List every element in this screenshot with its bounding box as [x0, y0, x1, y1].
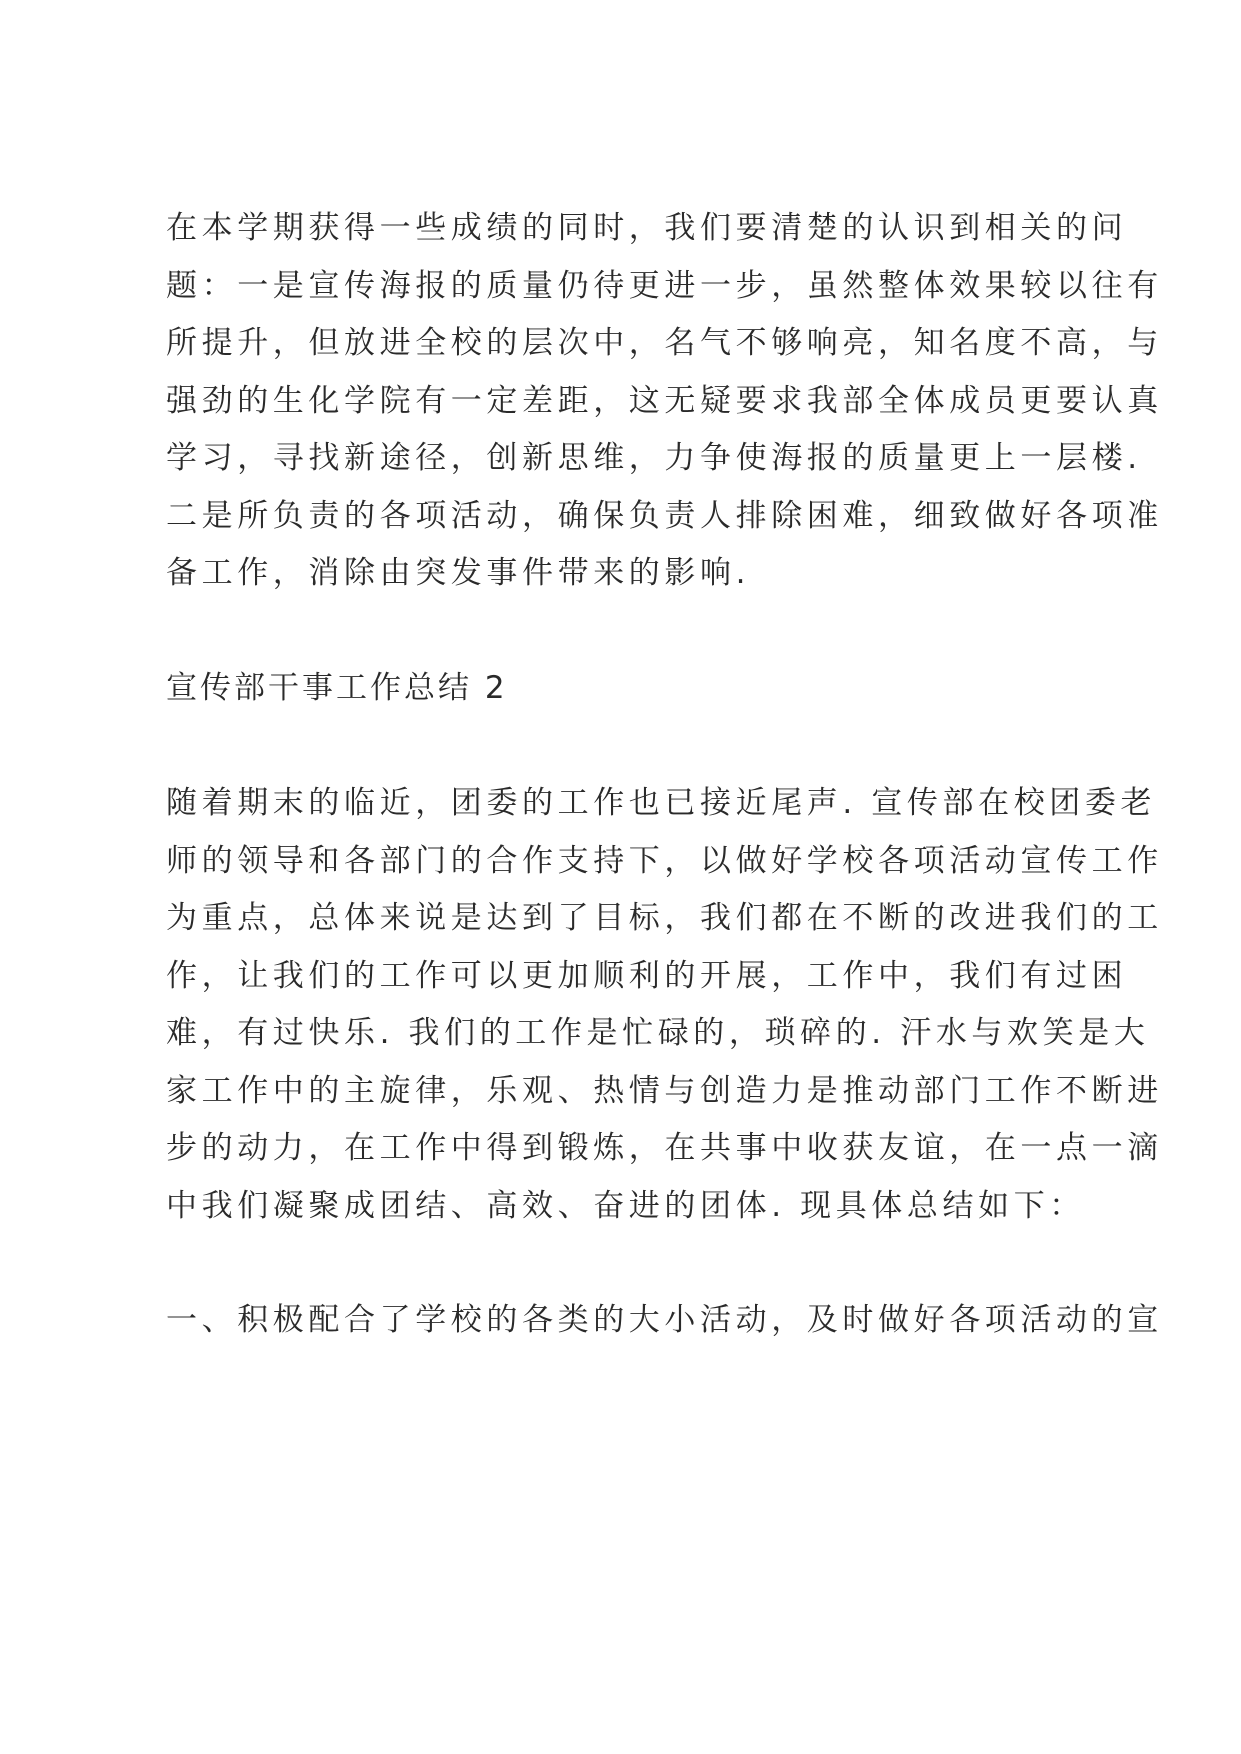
text-line: 所提升，但放进全校的层次中，名气不够响亮，知名度不高，与 — [166, 325, 1163, 361]
text-line: 师的领导和各部门的合作支持下，以做好学校各项活动宣传工作 — [166, 843, 1163, 879]
text-line: 难，有过快乐. 我们的工作是忙碌的，琐碎的. 汗水与欢笑是大 — [166, 1015, 1150, 1051]
text-line: 在本学期获得一些成绩的同时，我们要清楚的认识到相关的问 — [166, 210, 1128, 246]
text-line: 强劲的生化学院有一定差距，这无疑要求我部全体成员更要认真 — [166, 383, 1163, 419]
text-line: 为重点，总体来说是达到了目标，我们都在不断的改进我们的工 — [166, 900, 1163, 936]
section-heading: 宣传部干事工作总结 2 — [166, 670, 508, 706]
text-line: 中我们凝聚成团结、高效、奋进的团体. 现具体总结如下： — [166, 1188, 1085, 1224]
text-line: 备工作，消除由突发事件带来的影响. — [166, 555, 751, 591]
text-line: 随着期末的临近，团委的工作也已接近尾声. 宣传部在校团委老 — [166, 785, 1157, 821]
text-line: 二是所负责的各项活动，确保负责人排除困难，细致做好各项准 — [166, 498, 1163, 534]
text-line: 题：一是宣传海报的质量仍待更进一步，虽然整体效果较以往有 — [166, 268, 1163, 304]
text-line: 步的动力，在工作中得到锻炼，在共事中收获友谊，在一点一滴 — [166, 1130, 1163, 1166]
text-line: 家工作中的主旋律，乐观、热情与创造力是推动部门工作不断进 — [166, 1073, 1163, 1109]
text-line: 学习，寻找新途径，创新思维，力争使海报的质量更上一层楼. — [166, 440, 1142, 476]
text-line: 作，让我们的工作可以更加顺利的开展，工作中，我们有过困 — [166, 958, 1128, 994]
text-line: 一、积极配合了学校的各类的大小活动，及时做好各项活动的宣 — [166, 1302, 1163, 1338]
